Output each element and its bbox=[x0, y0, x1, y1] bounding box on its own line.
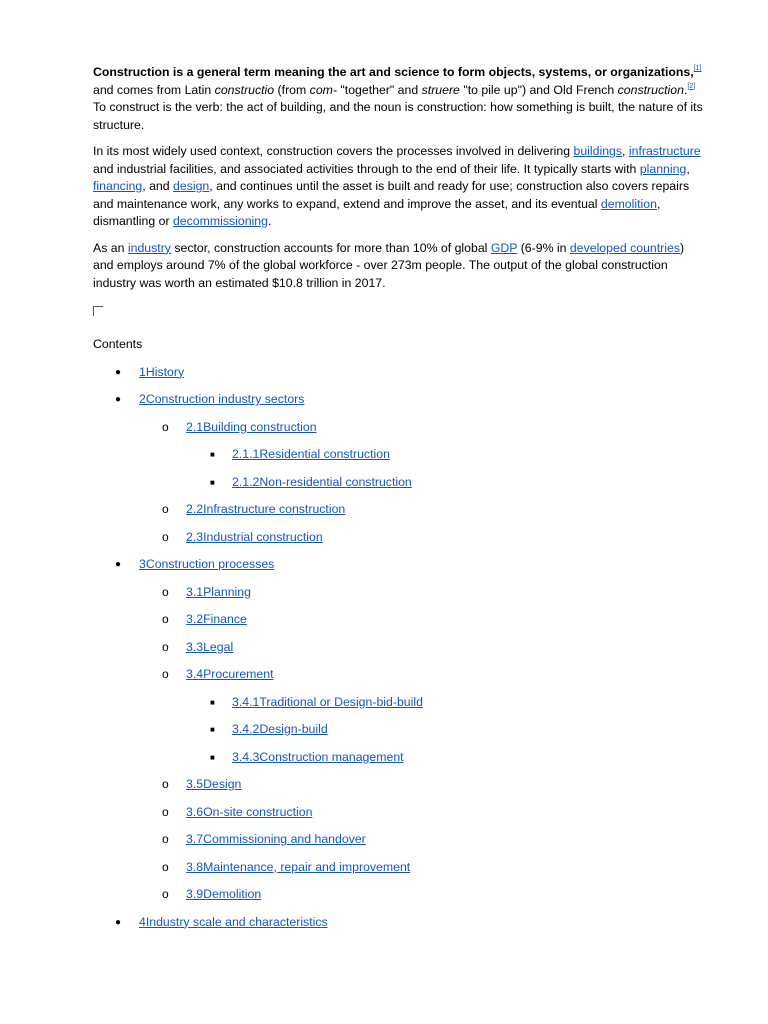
toc-link-construction-management[interactable]: 3.4.3Construction management bbox=[232, 749, 404, 764]
text-run: , bbox=[622, 144, 629, 158]
text-run: . bbox=[267, 214, 272, 228]
bullet-circle-icon: o bbox=[162, 419, 169, 434]
text-run: As an bbox=[93, 240, 128, 255]
toc-item bbox=[93, 446, 703, 474]
text-run: and comes from Latin bbox=[93, 82, 215, 97]
toc-item bbox=[93, 776, 703, 804]
toc-link-legal[interactable]: 3.3Legal bbox=[186, 639, 234, 654]
toc-link-procurement[interactable]: 3.4Procurement bbox=[186, 667, 274, 681]
toc-link-on-site[interactable]: 3.6On-site construction bbox=[186, 804, 313, 819]
text-run: To construct is the verb: the act of building, and the noun is construction: how something is built, the nature of its structure. bbox=[93, 100, 703, 132]
bullet-circle-icon: o bbox=[162, 804, 169, 819]
toc-link-design-bid-build[interactable]: 3.4.1Traditional or Design-bid-build bbox=[232, 694, 423, 709]
toc-item bbox=[93, 859, 703, 887]
italic-run: constructio bbox=[214, 82, 275, 97]
text-run: , bbox=[686, 161, 690, 176]
text-run: (from bbox=[274, 82, 310, 97]
bullet-circle-icon: o bbox=[162, 529, 169, 544]
text-run: (6-9% in bbox=[517, 240, 570, 255]
toc-link-infrastructure[interactable]: 2.2Infrastructure construction bbox=[186, 502, 346, 516]
toc-link-planning[interactable]: 3.1Planning bbox=[186, 584, 251, 599]
toc-link-industry-scale[interactable]: 4Industry scale and characteristics bbox=[139, 914, 328, 929]
bullet-circle-icon: o bbox=[162, 584, 169, 599]
italic-run: construction bbox=[617, 82, 684, 97]
toc-item bbox=[93, 364, 703, 392]
bullet-circle-icon: o bbox=[162, 777, 169, 791]
bullet-disc-icon: ● bbox=[115, 394, 122, 405]
toc-link-history[interactable]: 1History bbox=[139, 364, 185, 379]
toc-link-residential[interactable]: 2.1.1Residential construction bbox=[232, 447, 390, 461]
toc-link-demolition[interactable]: 3.9Demolition bbox=[186, 887, 262, 901]
citation-link-2[interactable]: [2] bbox=[687, 82, 696, 90]
toc-item bbox=[93, 529, 703, 557]
toc-link-industrial[interactable]: 2.3Industrial construction bbox=[186, 529, 323, 544]
toc-item bbox=[93, 391, 703, 419]
text-run: , and continues until the asset is built and ready for use; construction also covers repairs and maintenance work, any works to expand, extend and improve the asset, and its eventual bbox=[93, 179, 690, 211]
bullet-circle-icon: o bbox=[162, 859, 169, 874]
link-financing[interactable]: financing bbox=[93, 179, 143, 193]
link-design[interactable]: design bbox=[173, 179, 210, 193]
toc-item bbox=[93, 804, 703, 832]
link-industry[interactable]: industry bbox=[127, 240, 171, 255]
broken-image-placeholder-icon bbox=[93, 306, 103, 316]
link-buildings[interactable]: buildings bbox=[573, 144, 623, 158]
bullet-square-icon: ■ bbox=[210, 697, 215, 707]
bullet-square-icon: ■ bbox=[210, 725, 215, 734]
bold-term: Construction is a general term meaning the art and science to form objects, systems, or organizations, bbox=[93, 65, 694, 79]
bullet-square-icon: ■ bbox=[210, 752, 215, 762]
text-run: "together" and bbox=[337, 82, 422, 97]
document-page bbox=[93, 64, 703, 941]
toc-link-building-construction[interactable]: 2.1Building construction bbox=[186, 419, 317, 434]
toc-item bbox=[93, 419, 703, 447]
toc-item bbox=[93, 831, 703, 859]
text-run: , and bbox=[142, 179, 174, 193]
bullet-disc-icon: ● bbox=[115, 916, 122, 928]
toc-link-processes[interactable]: 3Construction processes bbox=[139, 557, 275, 571]
context-paragraph bbox=[93, 143, 703, 231]
toc-item bbox=[93, 914, 703, 942]
toc-item bbox=[93, 639, 703, 667]
italic-run: com- bbox=[309, 82, 337, 97]
toc-link-maintenance[interactable]: 3.8Maintenance, repair and improvement bbox=[186, 859, 411, 874]
toc-link-non-residential[interactable]: 2.1.2Non-residential construction bbox=[232, 474, 412, 489]
toc-link-sectors[interactable]: 2Construction industry sectors bbox=[139, 392, 305, 406]
italic-run: struere bbox=[421, 82, 460, 97]
text-run: . bbox=[683, 82, 688, 97]
toc-item bbox=[93, 721, 703, 749]
toc-item bbox=[93, 666, 703, 694]
link-gdp[interactable]: GDP bbox=[490, 240, 518, 255]
link-developed-countries[interactable]: developed countries bbox=[569, 240, 680, 255]
bullet-disc-icon: ● bbox=[115, 366, 122, 378]
citation-link-1[interactable]: [1] bbox=[693, 65, 702, 72]
link-infrastructure[interactable]: infrastructure bbox=[628, 144, 701, 158]
text-run: sector, construction accounts for more than 10% of global bbox=[170, 240, 491, 255]
bullet-circle-icon: o bbox=[162, 612, 169, 626]
bullet-circle-icon: o bbox=[162, 832, 169, 846]
toc-item bbox=[93, 474, 703, 502]
bullet-circle-icon: o bbox=[162, 639, 169, 654]
text-run: "to pile up") and Old French bbox=[459, 82, 618, 97]
table-of-contents bbox=[93, 364, 703, 942]
bullet-circle-icon: o bbox=[162, 502, 169, 516]
toc-link-design[interactable]: 3.5Design bbox=[186, 777, 242, 791]
text-run: , dismantling or bbox=[93, 196, 661, 228]
bullet-circle-icon: o bbox=[162, 887, 169, 901]
link-planning[interactable]: planning bbox=[639, 161, 687, 176]
intro-paragraph bbox=[93, 64, 703, 134]
bullet-square-icon: ■ bbox=[210, 477, 215, 487]
bullet-square-icon: ■ bbox=[210, 450, 215, 459]
text-run: ) and employs around 7% of the global workforce - over 273m people. The output of the global construction industry was worth an estimated $10.8 trillion in 2017. bbox=[93, 240, 685, 290]
toc-link-commissioning[interactable]: 3.7Commissioning and handover bbox=[186, 832, 366, 846]
industry-paragraph bbox=[93, 240, 703, 293]
text-run: and industrial facilities, and associated activities through to the end of their life. It typically starts with bbox=[93, 161, 640, 176]
link-decommissioning[interactable]: decommissioning bbox=[172, 214, 268, 228]
toc-item bbox=[93, 611, 703, 639]
link-demolition[interactable]: demolition bbox=[600, 196, 657, 211]
toc-item bbox=[93, 584, 703, 612]
toc-link-design-build[interactable]: 3.4.2Design-build bbox=[232, 722, 328, 736]
toc-item bbox=[93, 556, 703, 584]
toc-item bbox=[93, 886, 703, 914]
toc-item bbox=[93, 501, 703, 529]
text-run: In its most widely used context, construction covers the processes involved in delivering bbox=[93, 144, 574, 158]
contents-title: Contents bbox=[93, 337, 143, 351]
toc-link-finance[interactable]: 3.2Finance bbox=[186, 612, 247, 626]
toc-item bbox=[93, 749, 703, 777]
toc-item bbox=[93, 694, 703, 722]
bullet-disc-icon: ● bbox=[115, 559, 122, 570]
bullet-circle-icon: o bbox=[162, 667, 169, 681]
